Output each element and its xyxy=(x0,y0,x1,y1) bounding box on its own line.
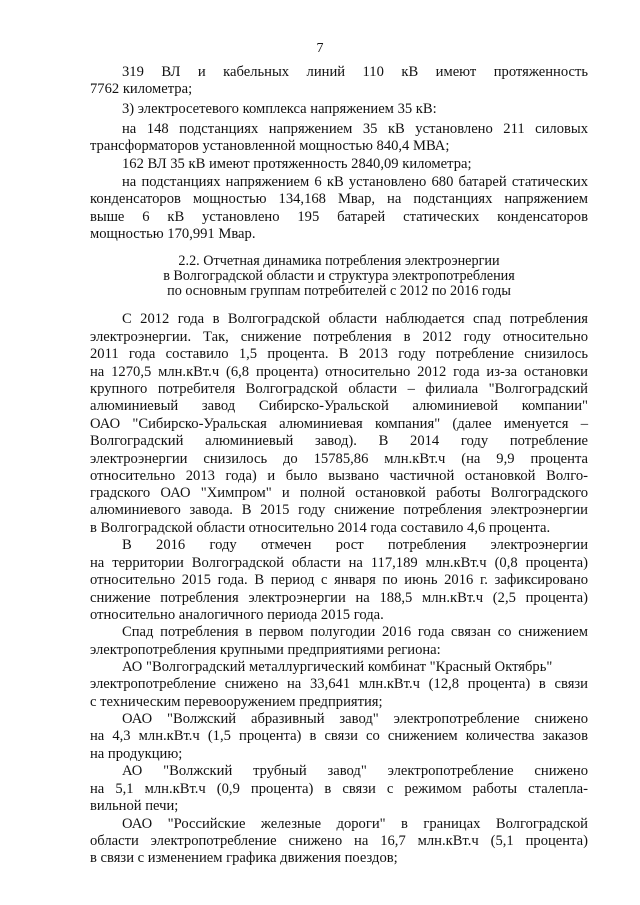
text-line: на 4,3 млн.кВт.ч (1,5 процента) в связи со снижением количества заказов xyxy=(90,728,588,744)
text-line: 7762 километра; xyxy=(90,81,193,97)
text-line: Спад потребления в первом полугодии 2016 года связан со снижением xyxy=(122,624,588,640)
text-line: на 5,1 млн.кВт.ч (0,9 процента) в связи с режимом работы сталепла- xyxy=(90,781,588,797)
text-line: снижение потребления электроэнергии на 188,5 млн.кВт.ч (2,5 процента) xyxy=(90,590,588,606)
text-line: конденсаторов мощностью 134,168 Мвар, на подстанциях напряжением xyxy=(90,191,588,207)
text-line: с техническим перевооружением предприятия; xyxy=(90,694,383,710)
section-title-line: по основным группам потребителей с 2012 по 2016 годы xyxy=(167,283,511,299)
text-line: Волгоградский алюминиевый завод). В 2014 году потребление xyxy=(90,433,588,449)
text-line: 3) электросетевого комплекса напряжением 35 кВ: xyxy=(122,101,437,117)
text-line: относительно аналогичного периода 2015 года. xyxy=(90,607,384,623)
text-line: 162 ВЛ 35 кВ имеют протяженность 2840,09 километра; xyxy=(122,156,472,172)
text-line: мощностью 170,991 Мвар. xyxy=(90,226,256,242)
text-line: АО "Волжский трубный завод" электропотребление снижено xyxy=(122,763,588,779)
text-line: ОАО "Волжский абразивный завод" электропотребление снижено xyxy=(122,711,588,727)
text-line: алюминиевого завода. В 2015 году снижение потребления электроэнергии xyxy=(90,502,588,518)
text-line: трансформаторов установленной мощностью 840,4 МВА; xyxy=(90,138,450,154)
text-line: 2011 года составило 1,5 процента. В 2013 году потребление снизилось xyxy=(90,346,588,362)
text-line: вильной печи; xyxy=(90,798,179,814)
text-line: алюминиевый завод Сибирско-Уральской алюминиевой компании" xyxy=(90,398,588,414)
text-line: ОАО "Сибирско-Уральская алюминиевая компания" (далее именуется – xyxy=(90,416,588,432)
text-line: 319 ВЛ и кабельных линий 110 кВ имеют протяженность xyxy=(122,64,588,80)
text-line: электропотребление снижено на 33,641 млн.кВт.ч (12,8 процента) в связи xyxy=(90,676,588,692)
text-line: относительно 2013 года) и было вызвано частичной остановкой Волго- xyxy=(90,468,588,484)
text-line: на 148 подстанциях напряжением 35 кВ установлено 211 силовых xyxy=(122,121,588,137)
text-line: электропотребления крупными предприятиями региона: xyxy=(90,642,441,658)
text-line: В 2016 году отмечен рост потребления электроэнергии xyxy=(122,537,588,553)
text-line: электроэнергии. Так, снижение потребления в 2012 году относительно xyxy=(90,329,588,345)
section-title-line: в Волгоградской области и структура электропотребления xyxy=(163,268,515,284)
text-line: электроэнергии снизилось до 15785,86 млн.кВт.ч (на 9,9 процента xyxy=(90,451,588,467)
text-line: выше 6 кВ установлено 195 батарей статических конденсаторов xyxy=(90,209,588,225)
text-line: на продукцию; xyxy=(90,746,183,762)
text-line: С 2012 года в Волгоградской области наблюдается спад потребления xyxy=(122,311,588,327)
text-line: на 1270,5 млн.кВт.ч (6,8 процента) относительно 2012 года из-за остановки xyxy=(90,364,588,380)
text-line: на территории Волгоградской области на 117,189 млн.кВт.ч (0,8 процента) xyxy=(90,555,588,571)
text-line: в Волгоградской области относительно 2014 года составило 4,6 процента. xyxy=(90,520,551,536)
text-line: в связи с изменением графика движения поездов; xyxy=(90,850,398,866)
text-line: относительно 2015 года. В период с января по июнь 2016 г. зафиксировано xyxy=(90,572,588,588)
text-line: АО "Волгоградский металлургический комбинат "Красный Октябрь" xyxy=(122,659,553,675)
text-line: крупного потребителя Волгоградской области – филиала "Волгоградский xyxy=(90,381,588,397)
text-line: градского ОАО "Химпром" и полной остановкой работы Волгоградского xyxy=(90,485,588,501)
page-number: 7 xyxy=(316,41,324,56)
text-line: области электропотребление снижено на 16,7 млн.кВт.ч (5,1 процента) xyxy=(90,833,588,849)
text-line: ОАО "Российские железные дороги" в границах Волгоградской xyxy=(122,816,588,832)
section-title-line: 2.2. Отчетная динамика потребления электроэнергии xyxy=(178,253,500,269)
text-line: на подстанциях напряжением 6 кВ установлено 680 батарей статических xyxy=(122,174,588,190)
